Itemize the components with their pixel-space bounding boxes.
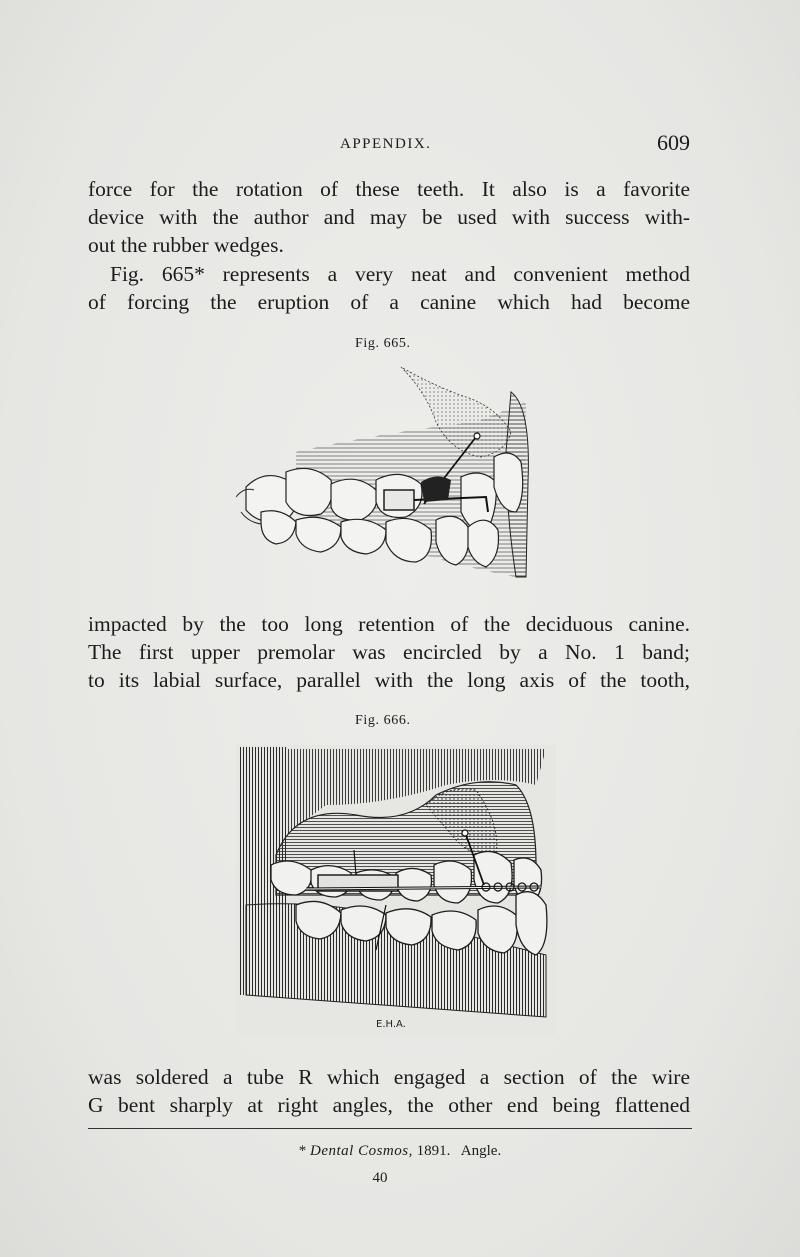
text-line: was soldered a tube R which engaged a section of the wire [88, 1065, 690, 1089]
fig665-illustration [236, 362, 546, 584]
footnote [0, 1143, 800, 1160]
fig666-caption: Fig. 666. [355, 713, 411, 728]
footnote-year: 1891. [416, 1143, 451, 1159]
text-line: Fig. 665* represents a very neat and convenient method [110, 262, 690, 286]
paragraph-fig665-intro [88, 260, 690, 316]
fig666-signature: E.H.A. [376, 1019, 406, 1030]
footnote-rule [88, 1128, 692, 1129]
text-line: device with the author and may be used with success with- [88, 205, 690, 229]
running-head: APPENDIX. [340, 136, 432, 152]
text-line: The first upper premolar was encircled by a No. 1 band; [88, 640, 690, 664]
text-line: impacted by the too long retention of the deciduous canine. [88, 612, 690, 636]
page-number: 609 [657, 130, 690, 155]
fig666-illustration [236, 745, 556, 1035]
text-line: to its labial surface, parallel with the long axis of the tooth, [88, 668, 690, 692]
fig665-caption: Fig. 665. [355, 336, 411, 351]
footnote-marker: * [298, 1143, 307, 1159]
footnote-journal: Dental Cosmos, [310, 1143, 413, 1159]
signature-mark: 40 [372, 1170, 388, 1186]
text-line: force for the rotation of these teeth. It also is a favorite [88, 177, 690, 201]
footnote-author: Angle. [460, 1143, 502, 1159]
paragraph-continued [88, 175, 690, 259]
text-line: G bent sharply at right angles, the other end being flattened [88, 1093, 690, 1117]
page-header [88, 130, 690, 160]
paragraph-continued-next [88, 1063, 690, 1119]
paragraph-fig665-description [88, 610, 690, 694]
text-line: of forcing the eruption of a canine which had become [88, 290, 690, 314]
text-line: out the rubber wedges. [88, 233, 284, 257]
